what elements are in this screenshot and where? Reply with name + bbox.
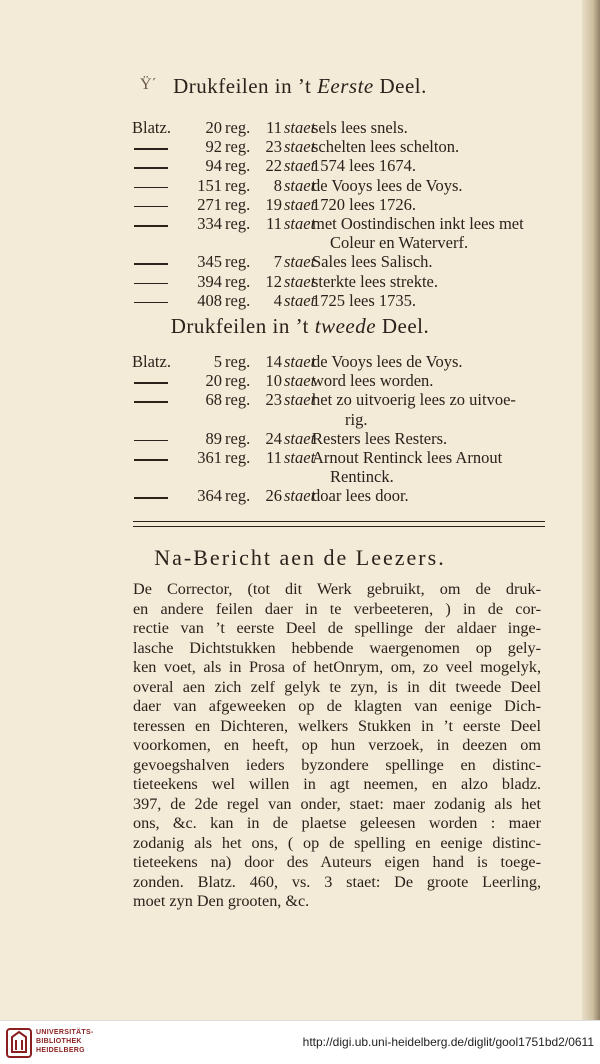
errata-continuation: Rentinck. <box>330 467 394 487</box>
staet-label: staet <box>284 271 316 291</box>
errata-row <box>0 252 600 272</box>
body-line: ons, &c. kan in de plaetse geleesen worden : maer <box>133 814 541 832</box>
page-number: 89 <box>205 428 222 448</box>
blatz-label: Blatz. <box>132 118 171 137</box>
reg-label: reg. <box>225 214 251 233</box>
footer-bar <box>0 1020 600 1064</box>
body-line: lasche Dichtstukken hebbende waergenomen op gely- <box>133 638 541 657</box>
ditto-dash <box>134 401 168 403</box>
errata-row <box>0 467 600 487</box>
library-logo-text: UNIVERSITÄTS- BIBLIOTHEK HEIDELBERG <box>36 1029 94 1054</box>
errata-heading-part1: Drukfeilen in ’t Eerste Deel. <box>173 74 427 98</box>
errata-row <box>0 156 600 176</box>
ditto-dash <box>134 459 168 461</box>
reg-label: reg. <box>225 448 251 467</box>
errata-row <box>0 214 600 234</box>
body-line: tieteekens na) door des Auteurs eigen hand is toege- <box>133 853 541 871</box>
ditto-dash <box>134 225 168 227</box>
errata-continuation: Coleur en Waterverf. <box>330 233 469 253</box>
divider-rule <box>133 521 545 527</box>
page-number: 94 <box>205 156 222 176</box>
errata-row <box>0 352 600 372</box>
staet-label: staet <box>284 352 316 371</box>
staet-label: staet <box>284 448 316 467</box>
line-number: 11 <box>266 214 282 233</box>
correction-text: Sales lees Salisch. <box>312 252 433 272</box>
errata-row <box>0 410 600 430</box>
errata-heading-part2: Drukfeilen in ’t tweede Deel. <box>170 314 430 338</box>
correction-text: word lees worden. <box>312 371 434 391</box>
staet-label: staet <box>284 290 316 310</box>
errata-row <box>0 371 600 391</box>
correction-text: 1574 lees 1674. <box>312 156 417 176</box>
body-line: moet zyn Den grooten, &c. <box>133 892 310 910</box>
staet-label: staet <box>284 214 316 233</box>
line-number: 7 <box>273 252 282 272</box>
blatz-label: Blatz. <box>132 352 171 371</box>
reg-label: reg. <box>225 371 251 391</box>
staet-label: staet <box>284 252 316 272</box>
body-line: zonden. Blatz. 460, vs. 3 staet: De groote Leerling, <box>133 872 541 891</box>
nabericht-heading: Na-Bericht aen de Leezers. <box>154 545 446 570</box>
reg-label: reg. <box>225 194 251 214</box>
line-number: 23 <box>265 137 282 157</box>
page-number: 364 <box>197 486 222 506</box>
body-line: rectie van ’t eerste Deel de spellinge der aldaer inge- <box>133 619 541 637</box>
errata-row <box>0 448 600 468</box>
line-number: 11 <box>266 448 282 467</box>
reg-label: reg. <box>225 271 251 291</box>
body-line: daer van afgeweeken op de klagten van eenige Dich- <box>133 697 541 715</box>
line-number: 4 <box>273 290 282 310</box>
correction-text: met Oostindischen inkt lees met <box>312 214 524 233</box>
page-number: 92 <box>205 137 222 157</box>
reg-label: reg. <box>225 486 251 506</box>
page-number: 345 <box>197 252 222 272</box>
correction-text: 1720 lees 1726. <box>312 194 417 214</box>
errata-row <box>0 272 600 292</box>
errata-row <box>0 137 600 157</box>
university-seal-icon <box>6 1028 32 1058</box>
line-number: 23 <box>265 390 282 410</box>
reg-label: reg. <box>225 252 251 272</box>
ditto-dash <box>134 283 168 285</box>
staet-label: staet <box>284 156 316 176</box>
correction-text: 1725 lees 1735. <box>312 290 417 310</box>
errata-row <box>0 390 600 410</box>
page-number: 20 <box>205 118 222 137</box>
page-number: 151 <box>197 175 222 195</box>
ditto-dash <box>134 302 168 304</box>
line-number: 12 <box>265 271 282 291</box>
staet-label: staet <box>284 194 316 214</box>
body-line: De Corrector, (tot dit Werk gebruikt, om de druk- <box>133 580 541 598</box>
errata-row <box>0 233 600 253</box>
line-number: 19 <box>265 194 282 214</box>
body-line: en andere feilen daer in te verbeeteren, ) in de cor- <box>133 599 541 618</box>
correction-text: Arnout Rentinck lees Arnout <box>312 448 503 467</box>
body-line: teressen en Dichteren, welkers Stukken in ’t eerste Deel <box>133 716 541 735</box>
body-line: ken voet, als in Prosa of hetOnrym, om, zo veel mogelyk, <box>133 658 541 676</box>
reg-label: reg. <box>225 390 251 410</box>
page-number: 271 <box>197 194 222 214</box>
reg-label: reg. <box>225 352 251 371</box>
correction-text: schelten lees schelton. <box>312 137 460 157</box>
correction-text: de Vooys lees de Voys. <box>312 175 463 195</box>
correction-text: sterkte lees strekte. <box>312 271 438 291</box>
ditto-dash <box>134 382 168 384</box>
line-number: 26 <box>265 486 282 506</box>
line-number: 24 <box>265 428 282 448</box>
ditto-dash <box>134 497 168 499</box>
body-line: 397, de 2de regel van onder, staet: maer zodanig als het <box>133 794 541 813</box>
reg-label: reg. <box>225 290 251 310</box>
corner-mark: Ϋ΄ <box>140 76 157 93</box>
ditto-dash <box>134 263 168 265</box>
body-line: gevoegshalven ieders byzondere spellinge en distinc- <box>133 755 541 774</box>
page-number: 361 <box>197 448 222 467</box>
errata-row <box>0 486 600 506</box>
errata-row <box>0 176 600 196</box>
ditto-dash <box>134 148 168 150</box>
line-number: 10 <box>265 371 282 391</box>
staet-label: staet <box>284 137 316 157</box>
ditto-dash <box>134 187 168 189</box>
page-number: 5 <box>213 352 222 371</box>
correction-text: het zo uitvoerig lees zo uitvoe- <box>312 390 516 410</box>
page-number: 20 <box>205 371 222 391</box>
correction-text: sels lees snels. <box>312 118 408 137</box>
correction-text: doar lees door. <box>312 486 409 506</box>
ditto-dash <box>134 206 168 208</box>
staet-label: staet <box>284 390 316 410</box>
page-number: 394 <box>197 271 222 291</box>
line-number: 14 <box>265 352 282 371</box>
errata-continuation: rig. <box>345 409 368 429</box>
reg-label: reg. <box>225 156 251 176</box>
body-line: zodanig als het ons, ( op de spelling en eenige distinc- <box>133 833 541 852</box>
reg-label: reg. <box>225 428 251 448</box>
source-url-link[interactable]: http://digi.ub.uni-heidelberg.de/diglit/gool1751bd2/0611 <box>302 1035 594 1049</box>
errata-row <box>0 195 600 215</box>
reg-label: reg. <box>225 175 251 195</box>
staet-label: staet <box>284 118 316 137</box>
page-number: 334 <box>197 214 222 233</box>
body-line: overal aen zich zelf gelyk te zyn, is in dit tweede Deel <box>133 677 541 696</box>
errata-row <box>0 291 600 311</box>
body-line: voorkomen, en heeft, op hun verzoek, in deezen om <box>133 736 541 754</box>
body-line: tieteekens wel willen in agt neemen, en alzo bladz. <box>133 775 541 793</box>
errata-row <box>0 118 600 138</box>
line-number: 8 <box>273 175 282 195</box>
staet-label: staet <box>284 428 316 448</box>
correction-text: de Vooys lees de Voys. <box>312 352 463 371</box>
correction-text: Resters lees Resters. <box>312 428 448 448</box>
line-number: 22 <box>265 156 282 176</box>
line-number: 11 <box>266 118 282 137</box>
ditto-dash <box>134 167 168 169</box>
page-number: 68 <box>205 390 222 410</box>
errata-row <box>0 429 600 449</box>
staet-label: staet <box>284 486 316 506</box>
page-number: 408 <box>197 290 222 310</box>
staet-label: staet <box>284 175 316 195</box>
nabericht-body <box>133 580 541 912</box>
staet-label: staet <box>284 371 316 391</box>
reg-label: reg. <box>225 137 251 157</box>
reg-label: reg. <box>225 118 251 137</box>
ditto-dash <box>134 440 168 442</box>
